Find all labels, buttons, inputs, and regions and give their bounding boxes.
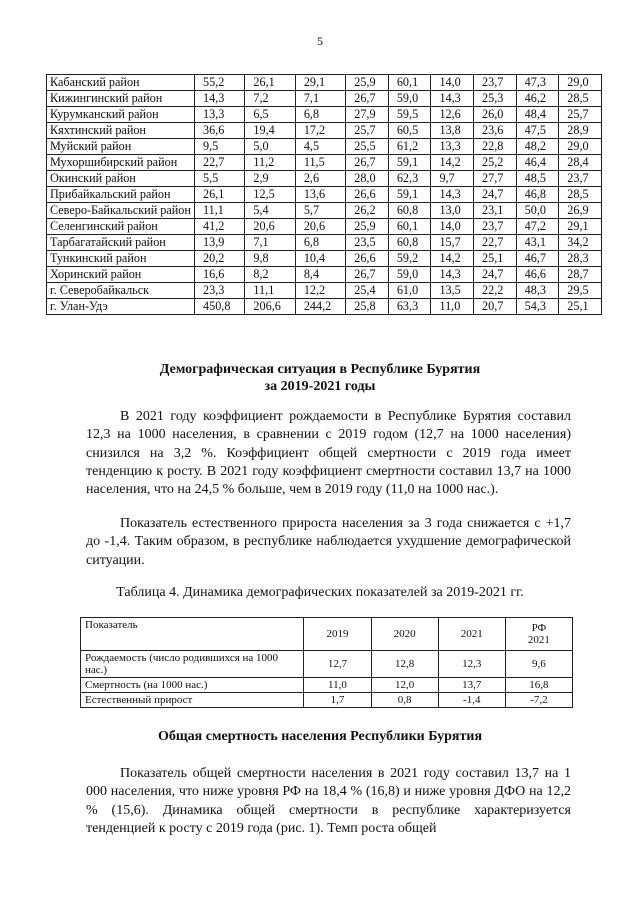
- table-cell: 20,7: [474, 299, 517, 315]
- table-cell: 14,3: [431, 91, 474, 107]
- table-cell: 25,5: [346, 139, 389, 155]
- table-cell: 24,7: [474, 267, 517, 283]
- table-cell: 29,1: [295, 75, 345, 91]
- table-cell: 12,6: [431, 107, 474, 123]
- demographic-indicators-table: [80, 617, 573, 708]
- table-cell: 23,7: [474, 75, 517, 91]
- table-cell: 54,3: [516, 299, 559, 315]
- header-rf-2021: [505, 618, 572, 651]
- table-cell: 23,7: [474, 219, 517, 235]
- table-cell: 14,3: [431, 187, 474, 203]
- table-cell: 48,4: [516, 107, 559, 123]
- table-row: [81, 693, 573, 708]
- table-cell: 11,1: [245, 283, 295, 299]
- table-cell: 29,1: [559, 219, 602, 235]
- table-cell: 11,2: [245, 155, 295, 171]
- table4-caption: Таблица 4. Динамика демографических показателей за 2019-2021 гг.: [116, 585, 524, 600]
- table-cell: 11,0: [431, 299, 474, 315]
- header-rf-year: 2021: [527, 634, 550, 646]
- district-name: г. Северобайкальск: [47, 283, 195, 299]
- table-cell: 16,8: [505, 678, 572, 693]
- section-title-demography: [0, 361, 640, 395]
- table-cell: 13,0: [431, 203, 474, 219]
- table-row: [47, 155, 602, 171]
- table-cell: 63,3: [388, 299, 431, 315]
- table-row: [47, 283, 602, 299]
- table-cell: 12,2: [295, 283, 345, 299]
- table-row: [47, 139, 602, 155]
- table-cell: 28,3: [559, 251, 602, 267]
- district-name: Мухоршибирский район: [47, 155, 195, 171]
- table-cell: 59,1: [388, 187, 431, 203]
- table-cell: 11,5: [295, 155, 345, 171]
- table-cell: 26,0: [474, 107, 517, 123]
- table-cell: 13,3: [195, 107, 245, 123]
- table-cell: 41,2: [195, 219, 245, 235]
- district-name: Кабанский район: [47, 75, 195, 91]
- table-cell: 25,1: [474, 251, 517, 267]
- table-cell: 29,0: [559, 139, 602, 155]
- district-name: Окинский район: [47, 171, 195, 187]
- table-cell: 244,2: [295, 299, 345, 315]
- paragraph-mortality: Показатель общей смертности населения в 2021 году составил 13,7 на 1 000 населения, что ниже уровня РФ на 18,4 % (16,8) и ниже уровня ДФО на 12,2 % (15,6). Динамика общей смертности в республике характеризуется тенденцией к росту с 2019 года (рис. 1). Темп роста общей: [86, 766, 571, 836]
- table-cell: 46,7: [516, 251, 559, 267]
- section-title-mortality: Общая смертность населения Республики Бурятия: [157, 729, 483, 744]
- table-cell: 16,6: [195, 267, 245, 283]
- indicator-label: Рождаемость (число родившихся на 1000 нас.): [81, 651, 304, 678]
- table-cell: 20,2: [195, 251, 245, 267]
- table-cell: 12,0: [371, 678, 438, 693]
- table-cell: 25,2: [474, 155, 517, 171]
- table-cell: 55,2: [195, 75, 245, 91]
- section-title-line2: за 2019-2021 годы: [264, 379, 376, 394]
- table-cell: 34,2: [559, 235, 602, 251]
- table-cell: 61,0: [388, 283, 431, 299]
- table-row: [81, 651, 573, 678]
- table-cell: 26,6: [346, 251, 389, 267]
- table-cell: 59,0: [388, 91, 431, 107]
- table-cell: 9,5: [195, 139, 245, 155]
- table-cell: 26,7: [346, 267, 389, 283]
- table-header-row: [81, 618, 573, 651]
- table-row: [47, 267, 602, 283]
- table-cell: 48,2: [516, 139, 559, 155]
- table-cell: 26,1: [245, 75, 295, 91]
- table-cell: 50,0: [516, 203, 559, 219]
- table-cell: 6,8: [295, 107, 345, 123]
- table-cell: 4,5: [295, 139, 345, 155]
- paragraph-birth-death-rate: В 2021 году коэффициент рождаемости в Республике Бурятия составил 12,3 на 1000 населения, в сравнении с 2019 годом (12,7 на 1000 населения) снизился на 3,2 %. Коэффициент общей смертности с 2019 года имеет тенденцию к росту. В 2021 году коэффициент смертности составил 13,7 на 1000 населения, что на 24,5 % больше, чем в 2019 году (11,0 на 1000 нас.).: [86, 409, 571, 498]
- header-2019: 2019: [304, 618, 371, 651]
- district-name: Хоринский район: [47, 267, 195, 283]
- table-cell: 15,7: [431, 235, 474, 251]
- table-cell: 26,2: [346, 203, 389, 219]
- table-cell: 22,8: [474, 139, 517, 155]
- table-cell: 28,0: [346, 171, 389, 187]
- table-cell: 2,6: [295, 171, 345, 187]
- table-cell: 25,3: [474, 91, 517, 107]
- table-cell: 27,9: [346, 107, 389, 123]
- table-cell: 25,9: [346, 75, 389, 91]
- table-row: [47, 107, 602, 123]
- table-cell: 9,7: [431, 171, 474, 187]
- table-cell: 12,3: [438, 651, 505, 678]
- district-name: Северо-Байкальский район: [47, 203, 195, 219]
- table-cell: 13,3: [431, 139, 474, 155]
- table-cell: 46,8: [516, 187, 559, 203]
- table-cell: 22,7: [474, 235, 517, 251]
- table-cell: 24,7: [474, 187, 517, 203]
- table-row: [47, 75, 602, 91]
- table-cell: 9,8: [245, 251, 295, 267]
- table-cell: 23,6: [474, 123, 517, 139]
- table-cell: 14,3: [195, 91, 245, 107]
- table-cell: 13,5: [431, 283, 474, 299]
- district-table: [46, 74, 602, 315]
- table-cell: 26,1: [195, 187, 245, 203]
- table-cell: 22,7: [195, 155, 245, 171]
- table-row: [81, 678, 573, 693]
- table-cell: 0,8: [371, 693, 438, 708]
- table-cell: -7,2: [505, 693, 572, 708]
- indicator-label: Естественный прирост: [81, 693, 304, 708]
- district-name: г. Улан-Удэ: [47, 299, 195, 315]
- table-cell: 59,2: [388, 251, 431, 267]
- table-cell: 61,2: [388, 139, 431, 155]
- table-cell: 5,5: [195, 171, 245, 187]
- paragraph-natural-growth: Показатель естественного прироста населения за 3 года снижается с +1,7 до -1,4. Таким образом, в республике наблюдается ухудшение демографической ситуации.: [86, 516, 571, 568]
- table-cell: 28,4: [559, 155, 602, 171]
- table-cell: 23,1: [474, 203, 517, 219]
- table-cell: 29,0: [559, 75, 602, 91]
- table-cell: 25,7: [559, 107, 602, 123]
- table-cell: 11,1: [195, 203, 245, 219]
- table-cell: 11,0: [304, 678, 371, 693]
- table-cell: 20,6: [295, 219, 345, 235]
- table-cell: 13,7: [438, 678, 505, 693]
- table-cell: 47,2: [516, 219, 559, 235]
- table-cell: 5,0: [245, 139, 295, 155]
- table-cell: 60,1: [388, 75, 431, 91]
- table-cell: 46,2: [516, 91, 559, 107]
- district-name: Курумканский район: [47, 107, 195, 123]
- table-cell: 59,1: [388, 155, 431, 171]
- table-cell: 13,8: [431, 123, 474, 139]
- district-name: Селенгинский район: [47, 219, 195, 235]
- indicator-label: Смертность (на 1000 нас.): [81, 678, 304, 693]
- table-cell: 23,5: [346, 235, 389, 251]
- table-cell: 23,3: [195, 283, 245, 299]
- table-cell: 25,9: [346, 219, 389, 235]
- table-cell: 12,7: [304, 651, 371, 678]
- district-name: Прибайкальский район: [47, 187, 195, 203]
- table-cell: 60,8: [388, 203, 431, 219]
- table-row: [47, 171, 602, 187]
- table-row: [47, 123, 602, 139]
- table-cell: 48,3: [516, 283, 559, 299]
- table-cell: 7,1: [295, 91, 345, 107]
- district-name: Кижингинский район: [47, 91, 195, 107]
- table-cell: 59,0: [388, 267, 431, 283]
- table-cell: -1,4: [438, 693, 505, 708]
- table-cell: 43,1: [516, 235, 559, 251]
- page-number: 5: [317, 34, 323, 48]
- table-row: [47, 187, 602, 203]
- table-cell: 36,6: [195, 123, 245, 139]
- table-cell: 28,5: [559, 187, 602, 203]
- table-cell: 17,2: [295, 123, 345, 139]
- table-cell: 12,5: [245, 187, 295, 203]
- district-name: Тункинский район: [47, 251, 195, 267]
- table-cell: 47,3: [516, 75, 559, 91]
- table-cell: 25,8: [346, 299, 389, 315]
- table-cell: 10,4: [295, 251, 345, 267]
- table-cell: 206,6: [245, 299, 295, 315]
- table-cell: 14,0: [431, 219, 474, 235]
- table-cell: 29,5: [559, 283, 602, 299]
- table-cell: 26,9: [559, 203, 602, 219]
- header-rf-label: РФ: [531, 622, 547, 634]
- table-cell: 26,7: [346, 91, 389, 107]
- table-row: [47, 251, 602, 267]
- table-cell: 13,9: [195, 235, 245, 251]
- table-cell: 19,4: [245, 123, 295, 139]
- district-name: Кяхтинский район: [47, 123, 195, 139]
- table-row: [47, 203, 602, 219]
- table-cell: 26,7: [346, 155, 389, 171]
- table-cell: 27,7: [474, 171, 517, 187]
- table-cell: 2,9: [245, 171, 295, 187]
- header-indicator: Показатель: [81, 618, 304, 651]
- table-cell: 6,5: [245, 107, 295, 123]
- table-cell: 60,1: [388, 219, 431, 235]
- table-cell: 13,6: [295, 187, 345, 203]
- district-name: Муйский район: [47, 139, 195, 155]
- table-cell: 48,5: [516, 171, 559, 187]
- table-cell: 46,4: [516, 155, 559, 171]
- table-cell: 1,7: [304, 693, 371, 708]
- table-cell: 8,2: [245, 267, 295, 283]
- table-cell: 60,5: [388, 123, 431, 139]
- table-cell: 25,1: [559, 299, 602, 315]
- table-cell: 8,4: [295, 267, 345, 283]
- table-cell: 25,4: [346, 283, 389, 299]
- table-cell: 25,7: [346, 123, 389, 139]
- header-2020: 2020: [371, 618, 438, 651]
- table-row: [47, 299, 602, 315]
- district-name: Тарбагатайский район: [47, 235, 195, 251]
- table-cell: 28,9: [559, 123, 602, 139]
- table-cell: 20,6: [245, 219, 295, 235]
- table-row: [47, 219, 602, 235]
- table-cell: 12,8: [371, 651, 438, 678]
- table-row: [47, 235, 602, 251]
- table-cell: 60,8: [388, 235, 431, 251]
- table-cell: 22,2: [474, 283, 517, 299]
- table-cell: 26,6: [346, 187, 389, 203]
- table-cell: 47,5: [516, 123, 559, 139]
- table-cell: 9,6: [505, 651, 572, 678]
- table-cell: 28,7: [559, 267, 602, 283]
- table-cell: 6,8: [295, 235, 345, 251]
- table-cell: 5,7: [295, 203, 345, 219]
- table-cell: 62,3: [388, 171, 431, 187]
- table-cell: 7,1: [245, 235, 295, 251]
- header-2021: 2021: [438, 618, 505, 651]
- section-title-line1: Демографическая ситуация в Республике Бурятия: [159, 362, 481, 377]
- table-cell: 14,2: [431, 155, 474, 171]
- table-row: [47, 91, 602, 107]
- table-cell: 59,5: [388, 107, 431, 123]
- table-cell: 450,8: [195, 299, 245, 315]
- table-cell: 7,2: [245, 91, 295, 107]
- table-cell: 46,6: [516, 267, 559, 283]
- table-cell: 14,3: [431, 267, 474, 283]
- table-cell: 28,5: [559, 91, 602, 107]
- table-cell: 14,2: [431, 251, 474, 267]
- table-cell: 5,4: [245, 203, 295, 219]
- table-cell: 23,7: [559, 171, 602, 187]
- table-cell: 14,0: [431, 75, 474, 91]
